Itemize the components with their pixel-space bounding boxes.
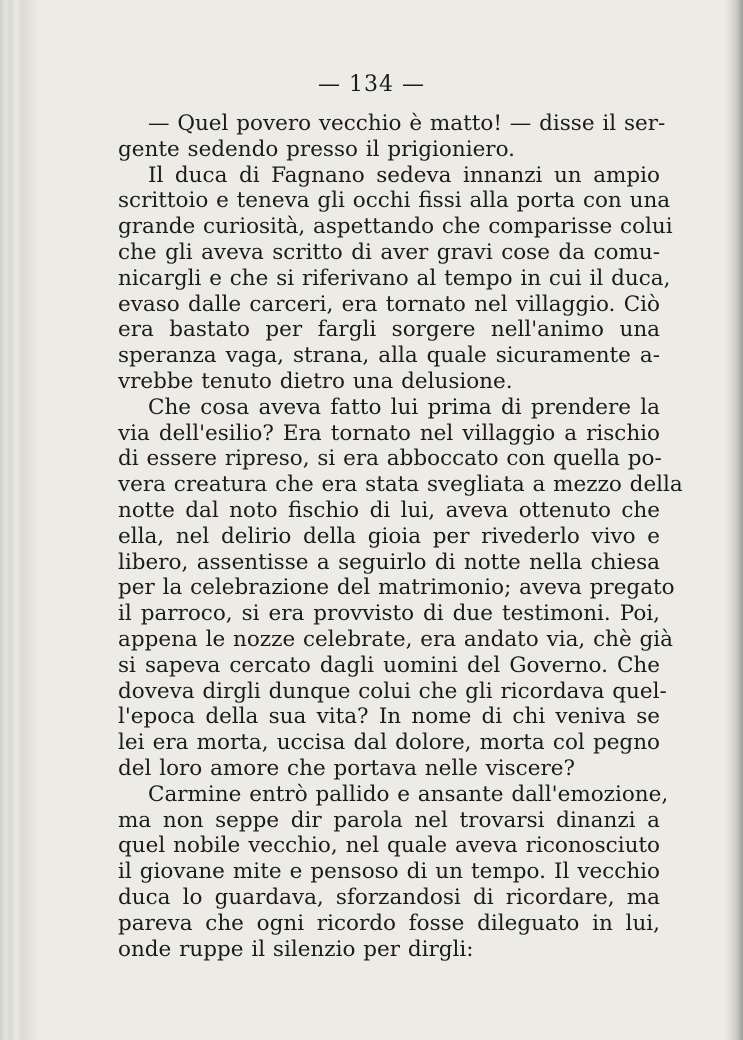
text-line: Il duca di Fagnano sedeva innanzi un ampio bbox=[148, 162, 660, 188]
text-line: lei era morta, uccisa dal dolore, morta col pegno bbox=[118, 730, 660, 756]
text-line: duca lo guardava, sforzandosi di ricordare, ma bbox=[118, 884, 660, 910]
text-line: vera creatura che era stata svegliata a mezzo della bbox=[118, 472, 683, 498]
paragraph-2 bbox=[118, 162, 673, 395]
text-line: gente sedendo presso il prigioniero. bbox=[118, 136, 515, 162]
paragraph-4 bbox=[118, 781, 669, 963]
text-line: quel nobile vecchio, nel quale aveva riconosciuto bbox=[118, 833, 660, 859]
text-line: il parroco, si era provvisto di due testimoni. Poi, bbox=[118, 601, 660, 627]
text-line: onde ruppe il silenzio per dirgli: bbox=[118, 936, 474, 962]
text-line: notte dal noto fischio di lui, aveva ottenuto che bbox=[118, 497, 660, 523]
text-line: vrebbe tenuto dietro una delusione. bbox=[118, 368, 513, 394]
paragraph-3 bbox=[118, 394, 683, 782]
text-line: si sapeva cercato dagli uomini del Governo. Che bbox=[118, 652, 660, 678]
text-line: scrittoio e teneva gli occhi fissi alla porta con una bbox=[118, 188, 671, 214]
right-page-edge bbox=[725, 0, 743, 1040]
text-line: Che cosa aveva fatto lui prima di prendere la bbox=[148, 394, 660, 420]
left-page-edges bbox=[0, 0, 40, 1040]
body-text bbox=[118, 111, 683, 962]
text-line: del loro amore che portava nelle viscere? bbox=[118, 755, 575, 781]
text-line: per la celebrazione del matrimonio; aveva pregato bbox=[118, 575, 675, 601]
text-line: evaso dalle carceri, era tornato nel villaggio. Ciò bbox=[118, 291, 660, 317]
text-line: appena le nozze celebrate, era andato via, chè già bbox=[118, 626, 673, 652]
text-line: che gli aveva scritto di aver gravi cose da comu- bbox=[118, 239, 660, 265]
page-number: — 134 — bbox=[318, 72, 425, 97]
text-line: speranza vaga, strana, alla quale sicuramente a- bbox=[118, 343, 660, 369]
text-line: grande curiosità, aspettando che comparisse colui bbox=[118, 214, 673, 240]
text-line: di essere ripreso, si era abboccato con quella po- bbox=[118, 446, 662, 472]
paragraph-1 bbox=[118, 111, 666, 163]
text-line: ella, nel delirio della gioia per rivederlo vivo e bbox=[118, 523, 660, 549]
text-line: Carmine entrò pallido e ansante dall'emozione, bbox=[148, 781, 669, 807]
text-line: pareva che ogni ricordo fosse dileguato in lui, bbox=[118, 910, 660, 936]
text-line: il giovane mite e pensoso di un tempo. Il vecchio bbox=[118, 859, 660, 885]
text-line: — Quel povero vecchio è matto! — disse il ser- bbox=[148, 111, 666, 136]
text-line: nicargli e che si riferivano al tempo in cui il duca, bbox=[118, 265, 671, 291]
text-line: via dell'esilio? Era tornato nel villaggio a rischio bbox=[118, 420, 660, 446]
text-line: libero, assentisse a seguirlo di notte nella chiesa bbox=[118, 549, 660, 575]
text-line: doveva dirgli dunque colui che gli ricordava quel- bbox=[118, 678, 667, 704]
text-line: era bastato per fargli sorgere nell'animo una bbox=[118, 317, 660, 343]
text-line: l'epoca della sua vita? In nome di chi veniva se bbox=[118, 704, 660, 730]
text-line: ma non seppe dir parola nel trovarsi dinanzi a bbox=[118, 807, 660, 833]
